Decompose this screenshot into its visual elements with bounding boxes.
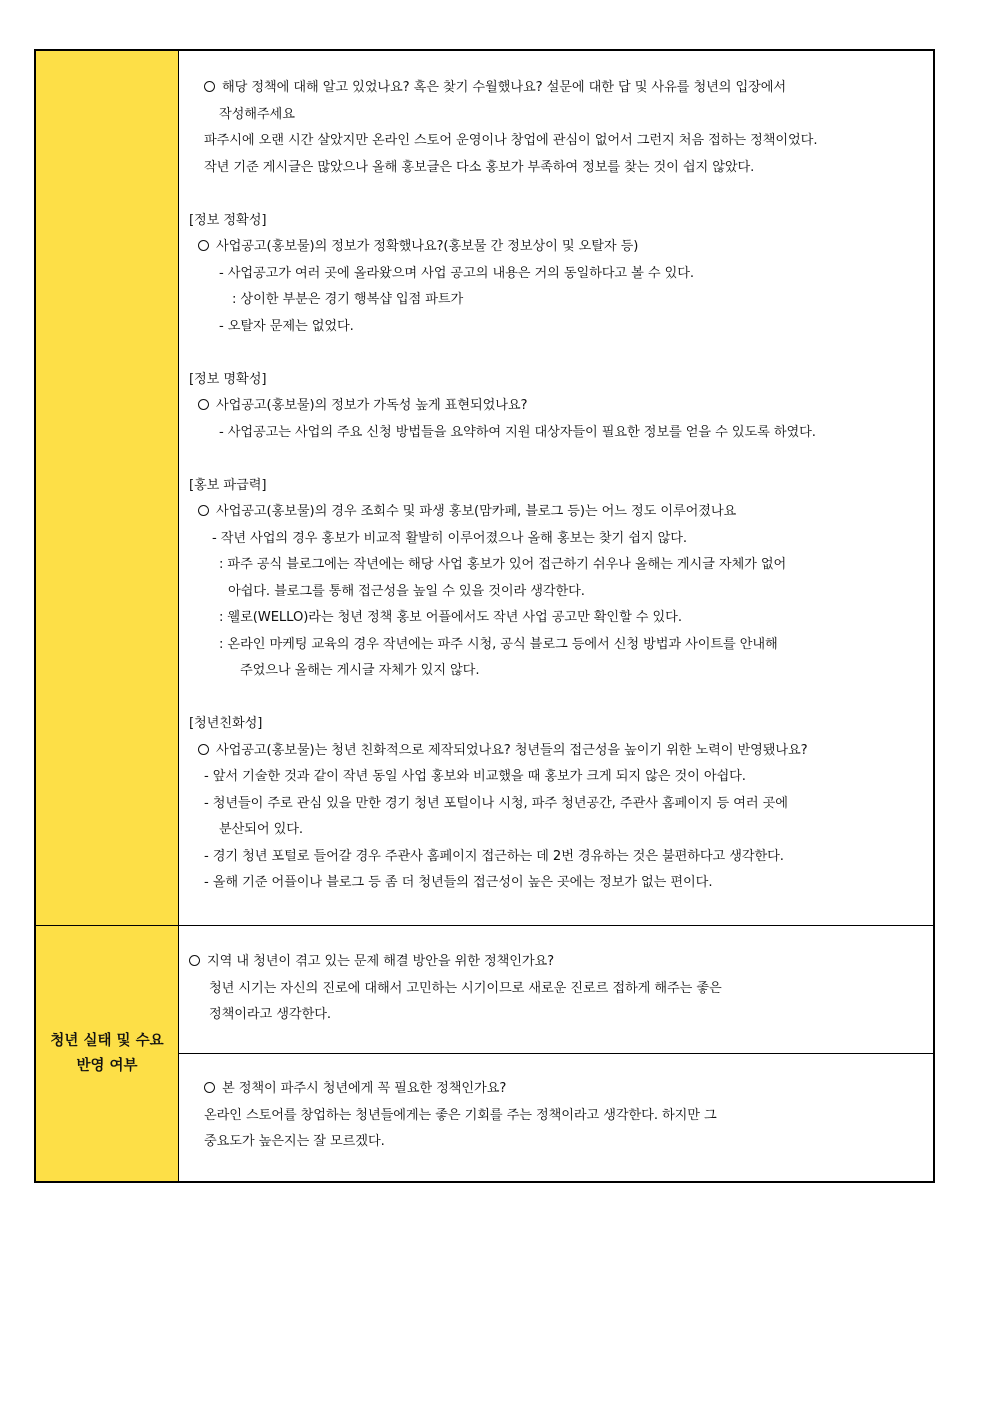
circle-bullet-icon (189, 955, 200, 966)
promotion-content-cell (179, 50, 935, 926)
question-line: 사업공고(홍보물)의 정보가 가독성 높게 표현되었나요? (179, 393, 933, 420)
question-line: 해당 정책에 대해 알고 있었나요? 혹은 찾기 수월했나요? 설문에 대한 답 및 사유를 청년의 입장에서 (179, 75, 933, 102)
list-item: : 상이한 부분은 경기 행복샵 입점 파트가 (232, 292, 464, 307)
section-title-clarity: [정보 명확성] (189, 371, 267, 387)
question-line: 사업공고(홍보물)는 청년 친화적으로 제작되었나요? 청년들의 접근성을 높이기 위한 노력이 반영됐나요? (179, 738, 933, 765)
circle-bullet-icon (204, 81, 215, 92)
table-row-youth-needs (35, 926, 934, 1054)
list-item: 아쉽다. 블로그를 통해 접근성을 높일 수 있을 것이라 생각한다. (228, 583, 585, 599)
list-item: - 앞서 기술한 것과 같이 작년 동일 사업 홍보와 비교했을 때 홍보가 크게 되지 않은 것이 아쉽다. (204, 769, 746, 784)
list-item: : 웰로(WELLO)라는 청년 정책 홍보 어플에서도 작년 사업 공고만 확인할 수 있다. (219, 610, 682, 625)
answer-line: 청년 시기는 자신의 진로에 대해서 고민하는 시기이므로 새로운 진로르 접하게 해주는 좋은 (209, 980, 722, 996)
answer-line: 중요도가 높은지는 잘 모르겠다. (204, 1134, 385, 1149)
evaluation-table (34, 49, 935, 1183)
row-header-empty (35, 50, 179, 926)
question-line: 본 정책이 파주시 청년에게 꼭 필요한 정책인가요? (179, 1076, 933, 1103)
section-title-reach: [홍보 파급력] (189, 477, 267, 493)
list-item: - 사업공고는 사업의 주요 신청 방법들을 요약하여 지원 대상자들이 필요한 정보를 얻을 수 있도록 하였다. (219, 424, 816, 440)
circle-bullet-icon (198, 744, 209, 755)
list-item: - 경기 청년 포털로 들어갈 경우 주관사 홈페이지 접근하는 데 2번 경유하는 것은 불편하다고 생각한다. (204, 848, 784, 864)
answer-line: 온라인 스토어를 창업하는 청년들에게는 좋은 기회를 주는 정책이라고 생각한다. 하지만 그 (204, 1107, 717, 1123)
answer-line: 파주시에 오랜 시간 살았지만 온라인 스토어 운영이나 창업에 관심이 없어서 그런지 처음 접하는 정책이었다. (204, 133, 818, 148)
answer-line: 작년 기준 게시글은 많았으나 올해 홍보글은 다소 홍보가 부족하여 정보를 찾는 것이 쉽지 않았다. (204, 159, 755, 175)
row-header-label: 청년 실태 및 수요 반영 여부 (50, 1032, 164, 1074)
list-item: - 오탈자 문제는 없었다. (219, 318, 354, 334)
table-row-promotion (35, 50, 934, 926)
list-item: - 작년 사업의 경우 홍보가 비교적 활발히 이루어졌으나 올해 홍보는 찾기 쉽지 않다. (212, 530, 687, 546)
question-line: 지역 내 청년이 겪고 있는 문제 해결 방안을 위한 정책인가요? (179, 949, 933, 976)
section-title-youth: [청년친화성] (189, 716, 263, 731)
question-line: 사업공고(홍보물)의 정보가 정확했나요?(홍보물 간 정보상이 및 오탈자 등) (179, 234, 933, 261)
circle-bullet-icon (204, 1082, 215, 1093)
circle-bullet-icon (198, 240, 209, 251)
circle-bullet-icon (198, 505, 209, 516)
list-item: 주었으나 올해는 게시글 자체가 있지 않다. (240, 663, 480, 678)
youth-needs-part-b (179, 1054, 935, 1183)
list-item: - 청년들이 주로 관심 있을 만한 경기 청년 포털이나 시청, 파주 청년공간, 주관사 홈페이지 등 여러 곳에 (204, 795, 788, 811)
youth-needs-part-a (179, 926, 935, 1054)
question-line-cont: 작성해주세요 (219, 106, 295, 122)
promotion-content (179, 51, 933, 897)
list-item: - 올해 기준 어플이나 블로그 등 좀 더 청년들의 접근성이 높은 곳에는 정보가 없는 편이다. (204, 875, 713, 890)
list-item: : 파주 공식 블로그에는 작년에는 해당 사업 홍보가 있어 접근하기 쉬우나 올해는 게시글 자체가 없어 (219, 557, 787, 572)
row-header-youth-needs (35, 926, 179, 1183)
list-item: - 사업공고가 여러 곳에 올라왔으며 사업 공고의 내용은 거의 동일하다고 볼 수 있다. (219, 265, 694, 281)
circle-bullet-icon (198, 399, 209, 410)
section-title-accuracy: [정보 정확성] (189, 212, 267, 228)
list-item: : 온라인 마케팅 교육의 경우 작년에는 파주 시청, 공식 블로그 등에서 신청 방법과 사이트를 안내해 (219, 636, 778, 652)
question-line: 사업공고(홍보물)의 경우 조회수 및 파생 홍보(맘카페, 블로그 등)는 어느 정도 이루어졌나요 (179, 499, 933, 526)
answer-line: 정책이라고 생각한다. (209, 1007, 331, 1022)
list-item: 분산되어 있다. (219, 822, 304, 837)
